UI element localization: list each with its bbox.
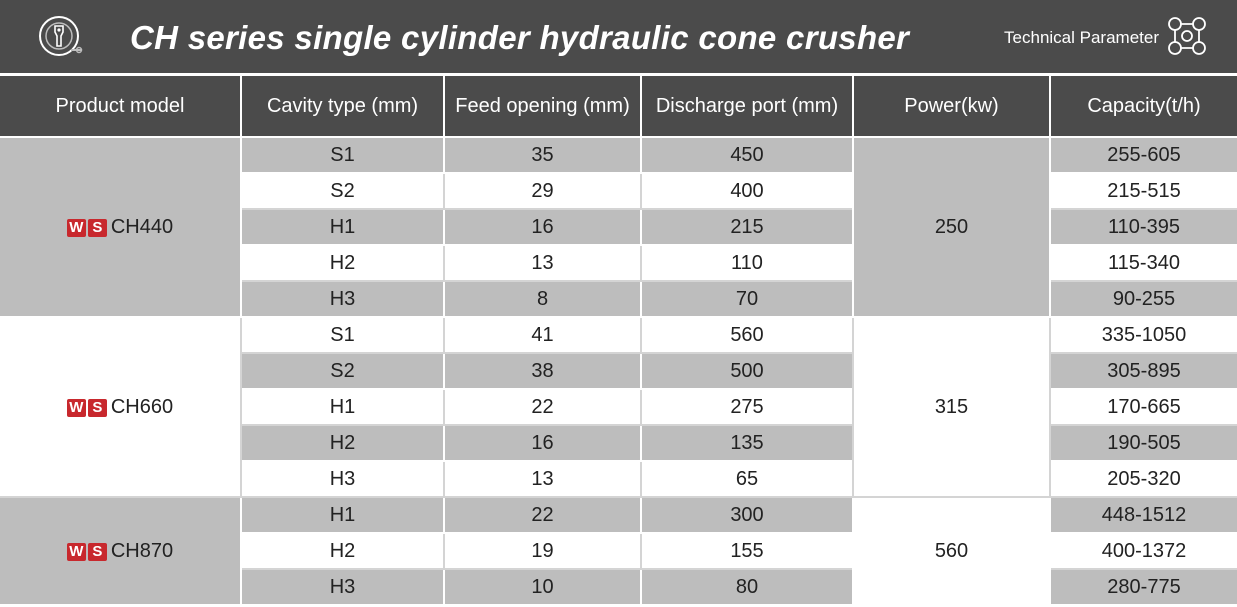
cavity-cell: S2 — [241, 353, 444, 389]
discharge-cell: 400 — [641, 173, 853, 209]
capacity-cell: 215-515 — [1050, 173, 1237, 209]
feed-cell: 35 — [444, 137, 641, 173]
discharge-cell: 300 — [641, 497, 853, 533]
cavity-cell: S1 — [241, 137, 444, 173]
capacity-cell: 90-255 — [1050, 281, 1237, 317]
feed-cell: 16 — [444, 209, 641, 245]
cavity-cell: S1 — [241, 317, 444, 353]
cavity-cell: H3 — [241, 569, 444, 605]
feed-cell: 41 — [444, 317, 641, 353]
crusher-logo-icon — [35, 12, 85, 62]
technical-parameter-label: Technical Parameter — [1004, 28, 1159, 47]
discharge-cell: 155 — [641, 533, 853, 569]
discharge-cell: 80 — [641, 569, 853, 605]
discharge-cell: 65 — [641, 461, 853, 497]
cavity-cell: S2 — [241, 173, 444, 209]
table-row — [0, 317, 1237, 353]
model-cell — [0, 317, 241, 497]
model-name: CH440 — [110, 216, 174, 239]
parameter-chain-icon — [1165, 14, 1209, 58]
ws-brand-badge: W S — [67, 399, 107, 417]
feed-cell: 22 — [444, 389, 641, 425]
model-name: CH870 — [110, 540, 174, 563]
table-row — [0, 137, 1237, 173]
cavity-cell: H3 — [241, 461, 444, 497]
table-row — [0, 497, 1237, 533]
discharge-cell: 110 — [641, 245, 853, 281]
feed-cell: 10 — [444, 569, 641, 605]
cavity-cell: H1 — [241, 209, 444, 245]
capacity-cell: 280-775 — [1050, 569, 1237, 605]
capacity-cell: 335-1050 — [1050, 317, 1237, 353]
discharge-cell: 275 — [641, 389, 853, 425]
capacity-cell: 205-320 — [1050, 461, 1237, 497]
power-cell: 560 — [853, 497, 1050, 605]
technical-parameter-table — [0, 76, 1237, 606]
discharge-cell: 135 — [641, 425, 853, 461]
capacity-cell: 255-605 — [1050, 137, 1237, 173]
column-header-capacity: Capacity(t/h) — [1050, 76, 1237, 137]
capacity-cell: 190-505 — [1050, 425, 1237, 461]
cavity-cell: H1 — [241, 389, 444, 425]
column-header-product-model: Product model — [0, 76, 241, 137]
feed-cell: 8 — [444, 281, 641, 317]
model-name: CH660 — [110, 396, 174, 419]
capacity-cell: 400-1372 — [1050, 533, 1237, 569]
column-header-feed-opening: Feed opening (mm) — [444, 76, 641, 137]
discharge-cell: 500 — [641, 353, 853, 389]
column-header-cavity-type: Cavity type (mm) — [241, 76, 444, 137]
model-cell — [0, 497, 241, 605]
capacity-cell: 110-395 — [1050, 209, 1237, 245]
capacity-cell: 115-340 — [1050, 245, 1237, 281]
power-cell: 315 — [853, 317, 1050, 497]
discharge-cell: 215 — [641, 209, 853, 245]
table-header-row — [0, 76, 1237, 137]
feed-cell: 38 — [444, 353, 641, 389]
ws-brand-badge: W S — [67, 219, 107, 237]
capacity-cell: 448-1512 — [1050, 497, 1237, 533]
ws-brand-badge: W S — [67, 543, 107, 561]
feed-cell: 22 — [444, 497, 641, 533]
title-bar — [0, 0, 1237, 76]
cavity-cell: H1 — [241, 497, 444, 533]
cavity-cell: H2 — [241, 425, 444, 461]
discharge-cell: 450 — [641, 137, 853, 173]
discharge-cell: 70 — [641, 281, 853, 317]
column-header-discharge-port: Discharge port (mm) — [641, 76, 853, 137]
model-cell — [0, 137, 241, 317]
feed-cell: 16 — [444, 425, 641, 461]
feed-cell: 19 — [444, 533, 641, 569]
cavity-cell: H2 — [241, 533, 444, 569]
power-cell: 250 — [853, 137, 1050, 317]
page-title: CH series single cylinder hydraulic cone crusher — [130, 19, 910, 56]
cavity-cell: H3 — [241, 281, 444, 317]
capacity-cell: 170-665 — [1050, 389, 1237, 425]
capacity-cell: 305-895 — [1050, 353, 1237, 389]
cavity-cell: H2 — [241, 245, 444, 281]
column-header-power: Power(kw) — [853, 76, 1050, 137]
feed-cell: 29 — [444, 173, 641, 209]
discharge-cell: 560 — [641, 317, 853, 353]
feed-cell: 13 — [444, 245, 641, 281]
feed-cell: 13 — [444, 461, 641, 497]
